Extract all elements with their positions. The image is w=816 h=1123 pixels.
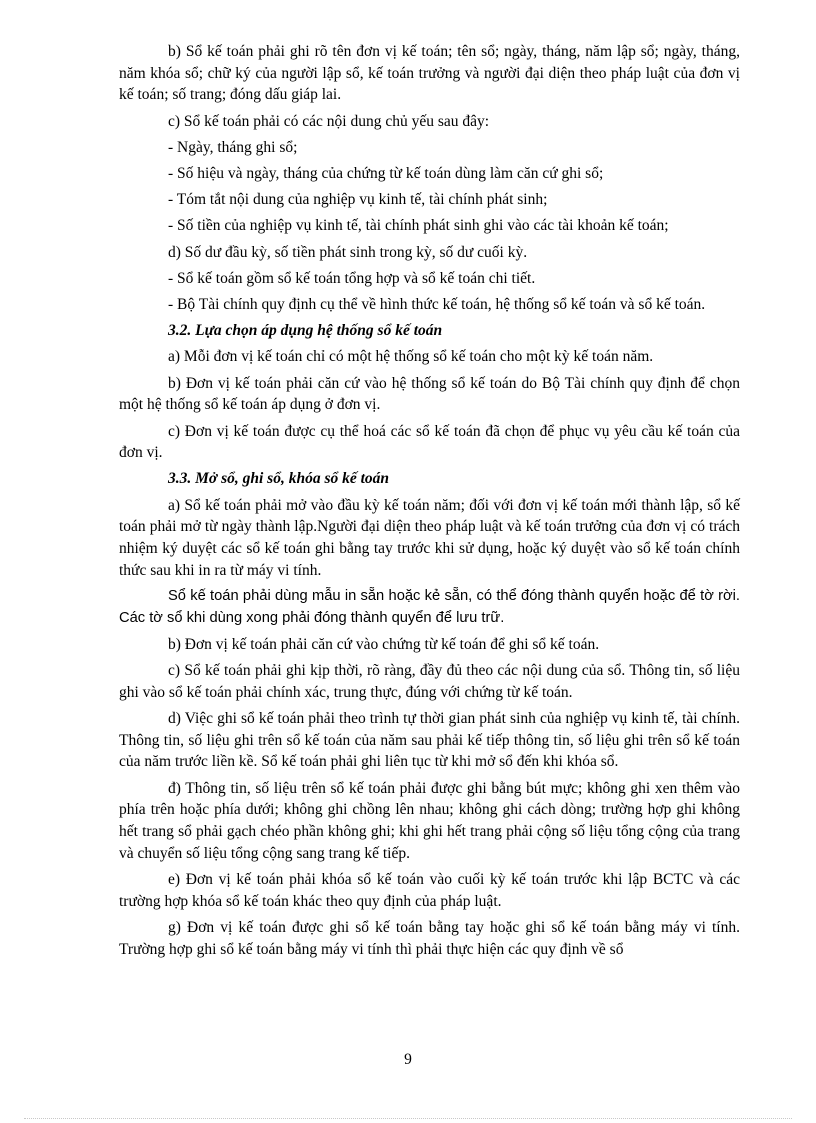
section-heading-3-3: 3.3. Mở sổ, ghi sổ, khóa sổ kế toán (168, 470, 390, 488)
paragraph-e: e) Đơn vị kế toán phải khóa sổ kế toán vào cuối kỳ kế toán trước khi lập BCTC và các trường hợp khóa sổ kế toán khác theo quy định của pháp luật. (119, 870, 740, 910)
page-bottom-divider (24, 1118, 792, 1119)
paragraph-a: a) Sổ kế toán phải mở vào đầu kỳ kế toán năm; đối với đơn vị kế toán mới thành lập, sổ kế toán phải mở từ ngày thành lập.Người đại diện theo pháp luật và kế toán trưởng của đơn vị có trách nhiệm ký duyệt các sổ kế toán ghi bằng tay trước khi sử dụng, hoặc ký duyệt vào sổ kế toán chính thức sau khi in ra từ máy vi tính. (119, 496, 740, 579)
paragraph-d: d) Số dư đầu kỳ, số tiền phát sinh trong kỳ, số dư cuối kỳ. (168, 243, 528, 261)
paragraph-a-continued: Sổ kế toán phải dùng mẫu in sẵn hoặc kẻ sẵn, có thể đóng thành quyển hoặc để tờ rời. Các tờ sổ khi dùng xong phải đóng thành quyển để lưu trữ. (119, 587, 740, 626)
paragraph-a: a) Mỗi đơn vị kế toán chỉ có một hệ thống sổ kế toán cho một kỳ kế toán năm. (168, 348, 654, 366)
list-item: - Bộ Tài chính quy định cụ thể về hình thức kế toán, hệ thống sổ kế toán và sổ kế toán. (168, 296, 706, 314)
document-body (119, 41, 740, 965)
paragraph-c: c) Sổ kế toán phải ghi kịp thời, rõ ràng, đầy đủ theo các nội dung của sổ. Thông tin, số liệu ghi vào sổ kế toán phải chính xác, trung thực, đúng với chứng từ kế toán. (119, 662, 740, 701)
paragraph-b: b) Đơn vị kế toán phải căn cứ vào chứng từ kế toán để ghi sổ kế toán. (168, 635, 600, 653)
paragraph-c: c) Đơn vị kế toán được cụ thể hoá các sổ kế toán đã chọn để phục vụ yêu cầu kế toán của đơn vị. (119, 422, 740, 462)
paragraph-dd: đ) Thông tin, số liệu trên sổ kế toán phải được ghi bằng bút mực; không ghi xen thêm vào phía trên hoặc phía dưới; không ghi chồng lên nhau; không ghi cách dòng; trường hợp ghi không hết trang sổ phải gạch chéo phần không ghi; khi ghi hết trang phải cộng số liệu tổng cộng của trang và chuyển số liệu tổng cộng sang trang kế tiếp. (119, 779, 740, 862)
list-item: - Tóm tắt nội dung của nghiệp vụ kinh tế, tài chính phát sinh; (168, 191, 548, 209)
page-number: 9 (404, 1051, 412, 1068)
list-item: - Số hiệu và ngày, tháng của chứng từ kế toán dùng làm căn cứ ghi sổ; (168, 165, 604, 183)
paragraph-b: b) Đơn vị kế toán phải căn cứ vào hệ thống sổ kế toán do Bộ Tài chính quy định để chọn một hệ thống sổ kế toán áp dụng ở đơn vị. (119, 374, 740, 414)
list-item: - Sổ kế toán gồm sổ kế toán tổng hợp và sổ kế toán chi tiết. (168, 269, 536, 287)
list-item: - Ngày, tháng ghi sổ; (168, 138, 298, 156)
paragraph-c: c) Sổ kế toán phải có các nội dung chủ yếu sau đây: (168, 112, 490, 130)
section-heading-3-2: 3.2. Lựa chọn áp dụng hệ thống sổ kế toán (168, 322, 443, 340)
paragraph-b: b) Sổ kế toán phải ghi rõ tên đơn vị kế toán; tên sổ; ngày, tháng, năm lập sổ; ngày, tháng, năm khóa sổ; chữ ký của người lập sổ, kế toán trưởng và người đại diện theo pháp luật của đơn vị kế toán; số trang; đóng dấu giáp lai. (119, 43, 740, 104)
paragraph-g: g) Đơn vị kế toán được ghi sổ kế toán bằng tay hoặc ghi sổ kế toán bằng máy vi tính. Trường hợp ghi sổ kế toán bằng máy vi tính thì phải thực hiện các quy định về sổ (119, 918, 740, 958)
list-item: - Số tiền của nghiệp vụ kinh tế, tài chính phát sinh ghi vào các tài khoản kế toán; (168, 217, 669, 235)
paragraph-d: d) Việc ghi sổ kế toán phải theo trình tự thời gian phát sinh của nghiệp vụ kinh tế, tài chính. Thông tin, số liệu ghi trên sổ kế toán của năm sau phải kế tiếp thông tin, số liệu ghi trên sổ kế toán của năm trước liền kề. Sổ kế toán phải ghi liên tục từ khi mở sổ đến khi khóa sổ. (119, 709, 740, 771)
